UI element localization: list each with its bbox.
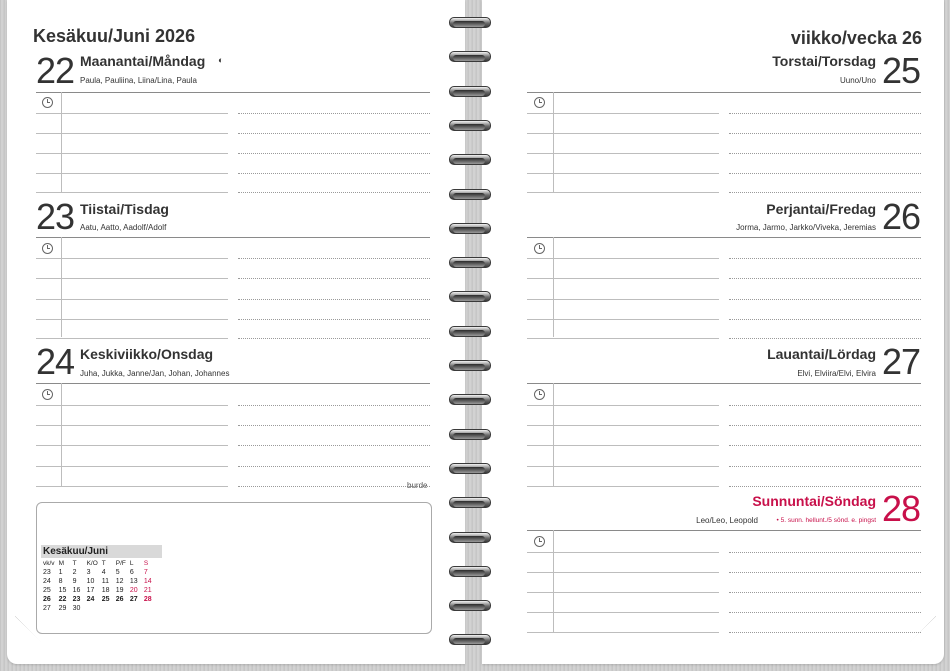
clock-icon [534,389,545,400]
date-cell: 10 [86,578,95,585]
day-name-sun: Sunnuntai/Söndag [752,493,876,509]
date-cell: 9 [72,578,77,585]
writing-line[interactable] [238,466,430,467]
spiral-ring [449,83,491,100]
date-cell: 2 [72,569,77,576]
date-cell: 18 [101,587,110,594]
calendar-week-row [41,568,156,577]
weekday-header: vk/v [43,560,55,567]
date-cell: 17 [86,587,95,594]
weekday-header: T [101,560,106,567]
writing-line[interactable] [729,466,921,467]
calendar-week-row [41,586,156,595]
weekday-header: M [58,560,64,567]
writing-line[interactable] [729,258,921,259]
writing-line[interactable] [527,592,719,593]
writing-line[interactable] [527,486,719,487]
month-title: Kesäkuu/Juni 2026 [33,26,196,46]
writing-line[interactable] [527,612,719,613]
day-name-mon: Maanantai/Måndag [80,53,206,69]
date-cell: 27 [129,596,138,603]
date-cell [114,604,128,613]
spiral-ring [449,117,491,134]
date-cell: 4 [101,569,106,576]
date-cell: 25 [101,596,110,603]
writing-line[interactable] [238,173,430,174]
writing-line[interactable] [729,486,921,487]
writing-line[interactable] [527,445,719,446]
writing-line[interactable] [729,445,921,446]
day-divider [36,92,430,93]
writing-line[interactable] [238,445,430,446]
right-page [482,0,944,664]
writing-line[interactable] [527,338,719,339]
writing-line[interactable] [729,338,921,339]
week-number: 26 [43,596,51,603]
writing-line[interactable] [36,466,228,467]
writing-line[interactable] [527,133,719,134]
date-cell: 22 [58,596,67,603]
time-column-divider [61,383,62,486]
week-number: 24 [43,578,51,585]
writing-line[interactable] [527,425,719,426]
writing-line[interactable] [36,405,228,406]
day-number-wed: 24 [36,341,75,382]
name-day-wed: Juha, Jukka, Janne/Jan, Johan, Johannes [80,369,230,378]
clock-icon [534,536,545,547]
spiral-ring [449,14,491,31]
writing-line[interactable] [527,113,719,114]
writing-line[interactable] [238,113,430,114]
writing-line[interactable] [729,592,921,593]
writing-line[interactable] [527,552,719,553]
weekday-header: T [72,560,77,567]
writing-line[interactable] [729,632,921,633]
writing-line[interactable] [729,299,921,300]
spiral-ring [449,357,491,374]
name-day-tue: Aatu, Aatto, Aadolf/Adolf [80,223,167,232]
calendar-week-row [41,595,156,604]
name-day-thu: Uuno/Uno [839,76,876,85]
date-cell: 7 [143,569,148,576]
writing-line[interactable] [527,632,719,633]
writing-line[interactable] [36,445,228,446]
date-cell: 16 [72,587,81,594]
mini-calendar [41,545,162,613]
date-cell: 19 [115,587,124,594]
writing-line[interactable] [729,153,921,154]
day-name-sat: Lauantai/Lördag [767,346,876,362]
weekday-header: P/F [115,560,126,567]
writing-line[interactable] [36,192,228,193]
day-divider [527,383,921,384]
clock-icon [42,243,53,254]
writing-line[interactable] [238,425,430,426]
writing-line[interactable] [238,153,430,154]
date-cell: 3 [86,569,91,576]
date-cell: 26 [115,596,124,603]
week-number: 25 [43,587,51,594]
moon-phase-icon: ◐ [218,55,224,65]
name-day-mon: Paula, Pauliina, Liina/Lina, Paula [80,76,197,85]
day-name-thu: Torstai/Torsdag [772,53,876,69]
spiral-ring [449,254,491,271]
writing-line[interactable] [729,425,921,426]
time-column-divider [553,530,554,633]
writing-line[interactable] [729,552,921,553]
writing-line[interactable] [527,405,719,406]
writing-line[interactable] [238,133,430,134]
writing-line[interactable] [238,338,430,339]
writing-line[interactable] [36,153,228,154]
date-cell: 24 [86,596,95,603]
calendar-week-row [41,604,156,613]
week-title: viikko/vecka 26 [790,28,922,48]
writing-line[interactable] [36,258,228,259]
writing-line[interactable] [238,319,430,320]
writing-line[interactable] [527,258,719,259]
date-cell: 23 [72,596,81,603]
spiral-ring [449,460,491,477]
date-cell [142,604,156,613]
writing-line[interactable] [729,572,921,573]
time-column-divider [553,92,554,192]
week-number: 27 [43,605,51,612]
day-divider [527,92,921,93]
writing-line[interactable] [527,192,719,193]
writing-line[interactable] [36,278,228,279]
name-day-sat: Elvi, Elviira/Elvi, Elvira [797,369,876,378]
writing-line[interactable] [527,153,719,154]
spiral-ring [449,426,491,443]
date-cell: 11 [101,578,110,585]
writing-line[interactable] [238,258,430,259]
writing-line[interactable] [527,319,719,320]
date-cell: 1 [58,569,63,576]
writing-line[interactable] [36,113,228,114]
date-cell: 12 [115,578,124,585]
day-divider [36,237,430,238]
mini-calendar-grid [41,559,156,613]
day-number-mon: 22 [36,50,75,91]
time-column-divider [61,237,62,337]
calendar-week-row [41,577,156,586]
date-cell: 21 [143,587,152,594]
date-cell [100,604,114,613]
writing-line[interactable] [729,192,921,193]
day-number-fri: 26 [881,196,920,237]
clock-icon [534,97,545,108]
date-cell: 20 [129,587,138,594]
date-cell: 15 [58,587,67,594]
date-cell: 13 [129,578,138,585]
day-number-sun: 28 [881,488,920,529]
writing-line[interactable] [729,278,921,279]
spiral-ring [449,631,491,648]
clock-icon [42,389,53,400]
clock-icon [534,243,545,254]
brand-logo: burde [407,481,428,490]
writing-line[interactable] [238,299,430,300]
day-number-sat: 27 [881,341,920,382]
weekday-header: K/O [86,560,98,567]
spiral-ring [449,323,491,340]
writing-line[interactable] [238,405,430,406]
date-cell: 6 [129,569,134,576]
writing-line[interactable] [36,133,228,134]
spiral-ring [449,186,491,203]
church-calendar-note: • 5. sunn. hellunt./5 sönd. e. pingst [776,517,876,524]
week-number: 23 [43,569,51,576]
writing-line[interactable] [238,278,430,279]
date-cell: 5 [115,569,120,576]
spiral-ring [449,151,491,168]
day-number-thu: 25 [881,50,920,91]
spiral-ring [449,391,491,408]
writing-line[interactable] [527,299,719,300]
writing-line[interactable] [729,405,921,406]
spiral-ring [449,288,491,305]
writing-line[interactable] [729,133,921,134]
day-divider [527,530,921,531]
spiral-ring [449,494,491,511]
name-day-sun: Leo/Leo, Leopold [696,516,758,525]
date-cell: 14 [143,578,152,585]
writing-line[interactable] [36,486,228,487]
writing-line[interactable] [238,192,430,193]
writing-line[interactable] [729,173,921,174]
writing-line[interactable] [527,466,719,467]
spiral-ring [449,220,491,237]
spiral-ring [449,597,491,614]
date-cell: 30 [72,605,81,612]
date-cell: 8 [58,578,63,585]
page-corner-mark [906,614,936,644]
date-cell: 28 [143,596,152,603]
writing-line[interactable] [36,319,228,320]
writing-line[interactable] [527,278,719,279]
spiral-ring [449,529,491,546]
writing-line[interactable] [527,572,719,573]
day-number-tue: 23 [36,196,75,237]
time-column-divider [553,237,554,337]
writing-line[interactable] [36,338,228,339]
day-name-fri: Perjantai/Fredag [766,201,876,217]
writing-line[interactable] [36,173,228,174]
mini-calendar-title: Kesäkuu/Juni [41,545,162,558]
writing-line[interactable] [527,173,719,174]
spiral-ring [449,563,491,580]
writing-line[interactable] [36,299,228,300]
time-column-divider [553,383,554,486]
date-cell [85,604,100,613]
date-cell [128,604,142,613]
writing-line[interactable] [729,612,921,613]
day-divider [36,383,430,384]
writing-line[interactable] [238,486,430,487]
day-divider [527,237,921,238]
spiral-ring [449,48,491,65]
date-cell: 29 [58,605,67,612]
weekday-header: L [129,560,134,567]
time-column-divider [61,92,62,192]
name-day-fri: Jorma, Jarmo, Jarkko/Viveka, Jeremias [736,223,876,232]
day-name-tue: Tiistai/Tisdag [80,201,169,217]
clock-icon [42,97,53,108]
writing-line[interactable] [729,113,921,114]
weekday-header: S [143,560,149,567]
writing-line[interactable] [729,319,921,320]
day-name-wed: Keskiviikko/Onsdag [80,346,214,362]
writing-line[interactable] [36,425,228,426]
spiral-binding [445,0,495,671]
